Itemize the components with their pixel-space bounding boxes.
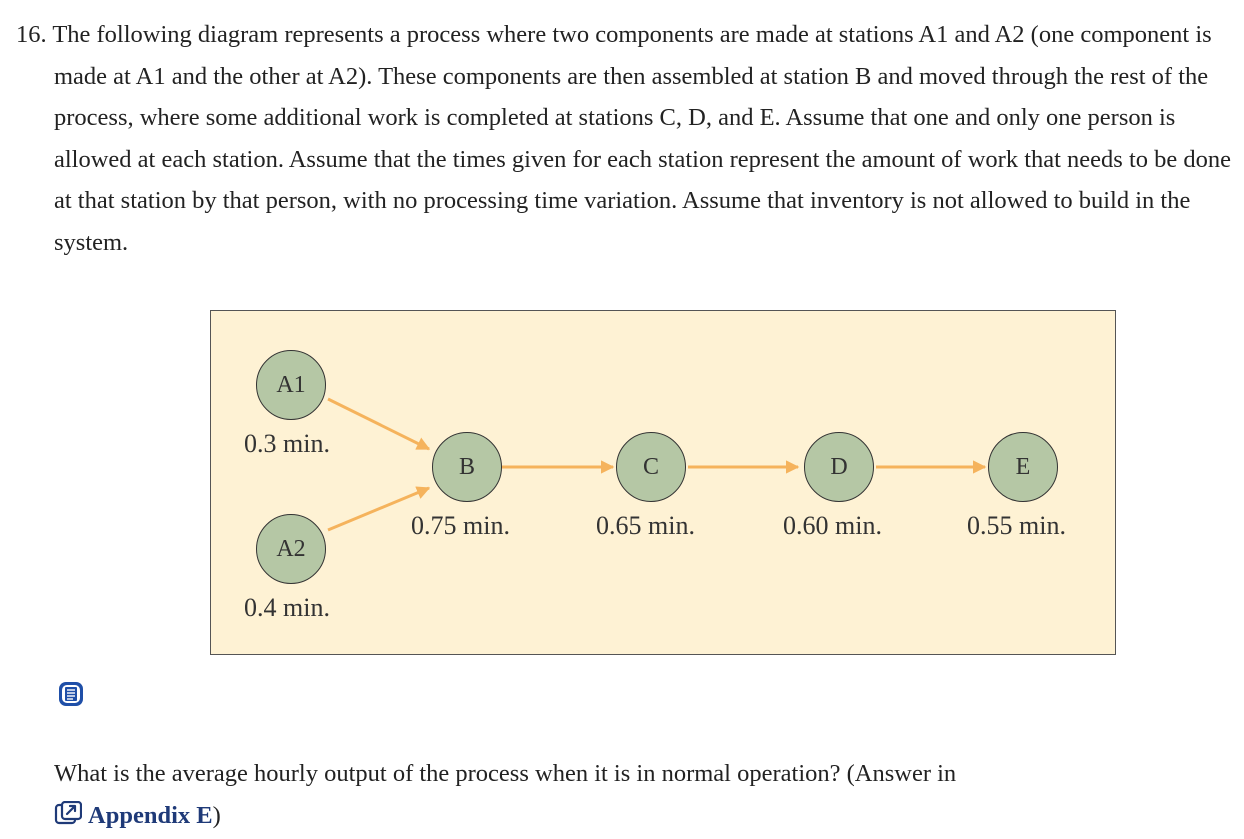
- station-e: E: [988, 432, 1058, 502]
- station-a1-time: 0.3 min.: [244, 429, 330, 458]
- station-a2: A2: [256, 514, 326, 584]
- arrow-a1-b: [328, 399, 429, 449]
- process-flow-diagram: [210, 310, 1116, 655]
- station-b-time: 0.75 min.: [411, 511, 510, 540]
- followup-question: [54, 753, 1204, 839]
- station-a1: A1: [256, 350, 326, 420]
- station-e-time: 0.55 min.: [967, 511, 1066, 540]
- followup-closing: ): [212, 802, 221, 829]
- station-c: C: [616, 432, 686, 502]
- followup-text: What is the average hourly output of the process when it is in normal operation? (Answer in: [54, 760, 957, 787]
- external-link-icon: [54, 797, 82, 839]
- appendix-e-link[interactable]: [54, 802, 213, 829]
- station-c-time: 0.65 min.: [596, 511, 695, 540]
- question-number: 16.: [16, 21, 47, 48]
- appendix-e-label: Appendix E: [88, 802, 213, 829]
- document-icon[interactable]: [57, 680, 85, 708]
- question-body: The following diagram represents a process where two components are made at stations A1 and A2 (one component is made at A1 and the other at A2). These components are then assembled at station B and moved through the rest of the process, where some additional work is completed at stations C, D, and E. Assume that one and only one person is allowed at each station. Assume that the times given for each station represent the amount of work that needs to be done at that station by that person, with no processing time variation. Assume that inventory is not allowed to build in the system.: [52, 21, 1232, 256]
- station-d-time: 0.60 min.: [783, 511, 882, 540]
- station-a2-time: 0.4 min.: [244, 593, 330, 622]
- station-b: B: [432, 432, 502, 502]
- station-d: D: [804, 432, 874, 502]
- question-text: [16, 14, 1238, 263]
